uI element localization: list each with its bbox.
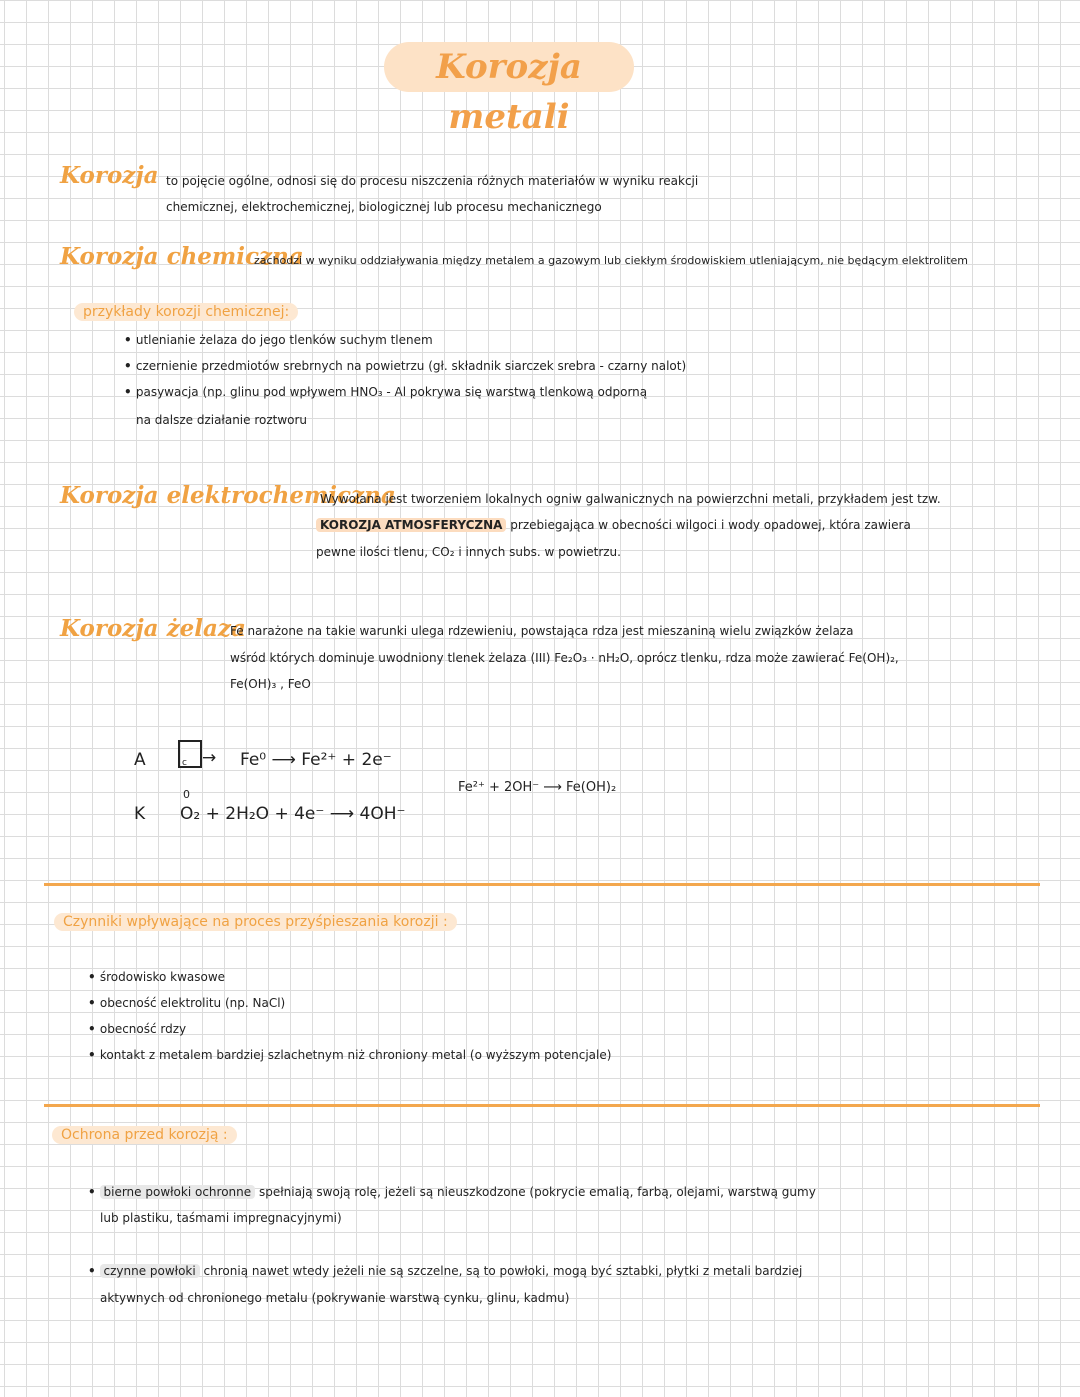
- elektro-line-2: [316, 512, 911, 538]
- arrow-icon: →: [202, 748, 217, 768]
- list-item: • kontakt z metalem bardziej szlachetnym niż chroniony metal (o wyższym potencjale): [88, 1042, 611, 1068]
- elektro-line-3: pewne ilości tlenu, CO₂ i innych subs. w powietrzu.: [316, 545, 621, 559]
- bierne-line-1: [88, 1179, 816, 1205]
- divider-line: [44, 883, 1040, 886]
- zelaza-line-1: Fe narażone na takie warunki ulega rdzewieniu, powstająca rdza jest mieszaniną wielu związków żelaza: [230, 624, 854, 638]
- bierne-rest-1: spełniają swoją rolę, jeżeli są nieuszkodzone (pokrycie emalią, farbą, olejami, warstwą gumy: [258, 1185, 816, 1199]
- czynniki-list: [88, 964, 611, 1068]
- list-item: • czernienie przedmiotów srebrnych na powietrzu (gł. składnik siarczek srebra - czarny nalot): [124, 353, 686, 379]
- czynne-line-2: aktywnych od chronionego metalu (pokrywanie warstwą cynku, glinu, kadmu): [100, 1291, 570, 1305]
- side-equation: Fe²⁺ + 2OH⁻ ⟶ Fe(OH)₂: [458, 780, 617, 795]
- oxidation-state: 0: [183, 788, 190, 801]
- bierne-line-2: lub plastiku, taśmami impregnacyjnymi): [100, 1211, 342, 1225]
- zelaza-line-2: wśród których dominuje uwodniony tlenek żelaza (III) Fe₂O₃ · nH₂O, oprócz tlenku, rdza może zawierać Fe(OH)₂,: [230, 651, 899, 665]
- examples-list: [124, 327, 686, 405]
- electrode-box-label: c: [182, 758, 187, 768]
- list-item: • utlenianie żelaza do jego tlenków suchym tlenem: [124, 327, 686, 353]
- ochrona-label: Ochrona przed korozją :: [52, 1126, 237, 1144]
- examples-label: przykłady korozji chemicznej:: [74, 303, 298, 321]
- heading-korozja-zelaza: Korozja żelaza: [60, 615, 246, 642]
- czynniki-label: Czynniki wpływające na proces przyśpieszania korozji :: [54, 913, 457, 931]
- list-item: • środowisko kwasowe: [88, 964, 611, 990]
- korozja-line-2: chemicznej, elektrochemicznej, biologicznej lub procesu mechanicznego: [166, 200, 602, 214]
- list-item: • obecność elektrolitu (np. NaCl): [88, 990, 611, 1016]
- chemiczna-text: zachodzi w wyniku oddziaływania między metalem a gazowym lub ciekłym środowiskiem utleniającym, nie będącym elektrolitem: [254, 254, 968, 267]
- anode-equation: Fe⁰ ⟶ Fe²⁺ + 2e⁻: [240, 750, 392, 770]
- korozja-atmosferyczna-highlight: KOROZJA ATMOSFERYCZNA: [316, 518, 506, 532]
- electrode-box: [178, 740, 202, 768]
- elektro-line-2-rest: przebiegająca w obecności wilgoci i wody opadowej, która zawiera: [510, 518, 911, 532]
- heading-korozja-chemiczna: Korozja chemiczna: [60, 243, 304, 270]
- list-item: • obecność rdzy: [88, 1016, 611, 1042]
- czynne-rest-1: chronią nawet wtedy jeżeli nie są szczelne, są to powłoki, mogą być sztabki, płytki z metali bardziej: [203, 1264, 803, 1278]
- heading-korozja: Korozja: [60, 162, 159, 189]
- korozja-line-1: to pojęcie ogólne, odnosi się do procesu niszczenia różnych materiałów w wyniku reakcji: [166, 174, 699, 188]
- divider-line: [44, 1104, 1040, 1107]
- examples-continuation: na dalsze działanie roztworu: [136, 413, 308, 427]
- cathode-label: K: [134, 804, 146, 824]
- czynne-line-1: [88, 1258, 802, 1284]
- heading-korozja-elektrochemiczna: Korozja elektrochemiczna: [60, 482, 396, 509]
- page-title: Korozja metali: [384, 42, 634, 92]
- elektro-line-1: Wywołana jest tworzeniem lokalnych ogniw galwanicznych na powierzchni metali, przykładem jest tzw.: [320, 492, 941, 506]
- bierne-highlight: bierne powłoki ochronne: [100, 1185, 256, 1199]
- anode-label: A: [134, 750, 146, 770]
- bullet-icon: •: [88, 1264, 96, 1278]
- cathode-equation: O₂ + 2H₂O + 4e⁻ ⟶ 4OH⁻: [180, 804, 406, 824]
- zelaza-line-3: Fe(OH)₃ , FeO: [230, 677, 311, 691]
- bullet-icon: •: [88, 1185, 96, 1199]
- czynne-highlight: czynne powłoki: [100, 1264, 200, 1278]
- list-item: • pasywacja (np. glinu pod wpływem HNO₃ - Al pokrywa się warstwą tlenkową odporną: [124, 379, 686, 405]
